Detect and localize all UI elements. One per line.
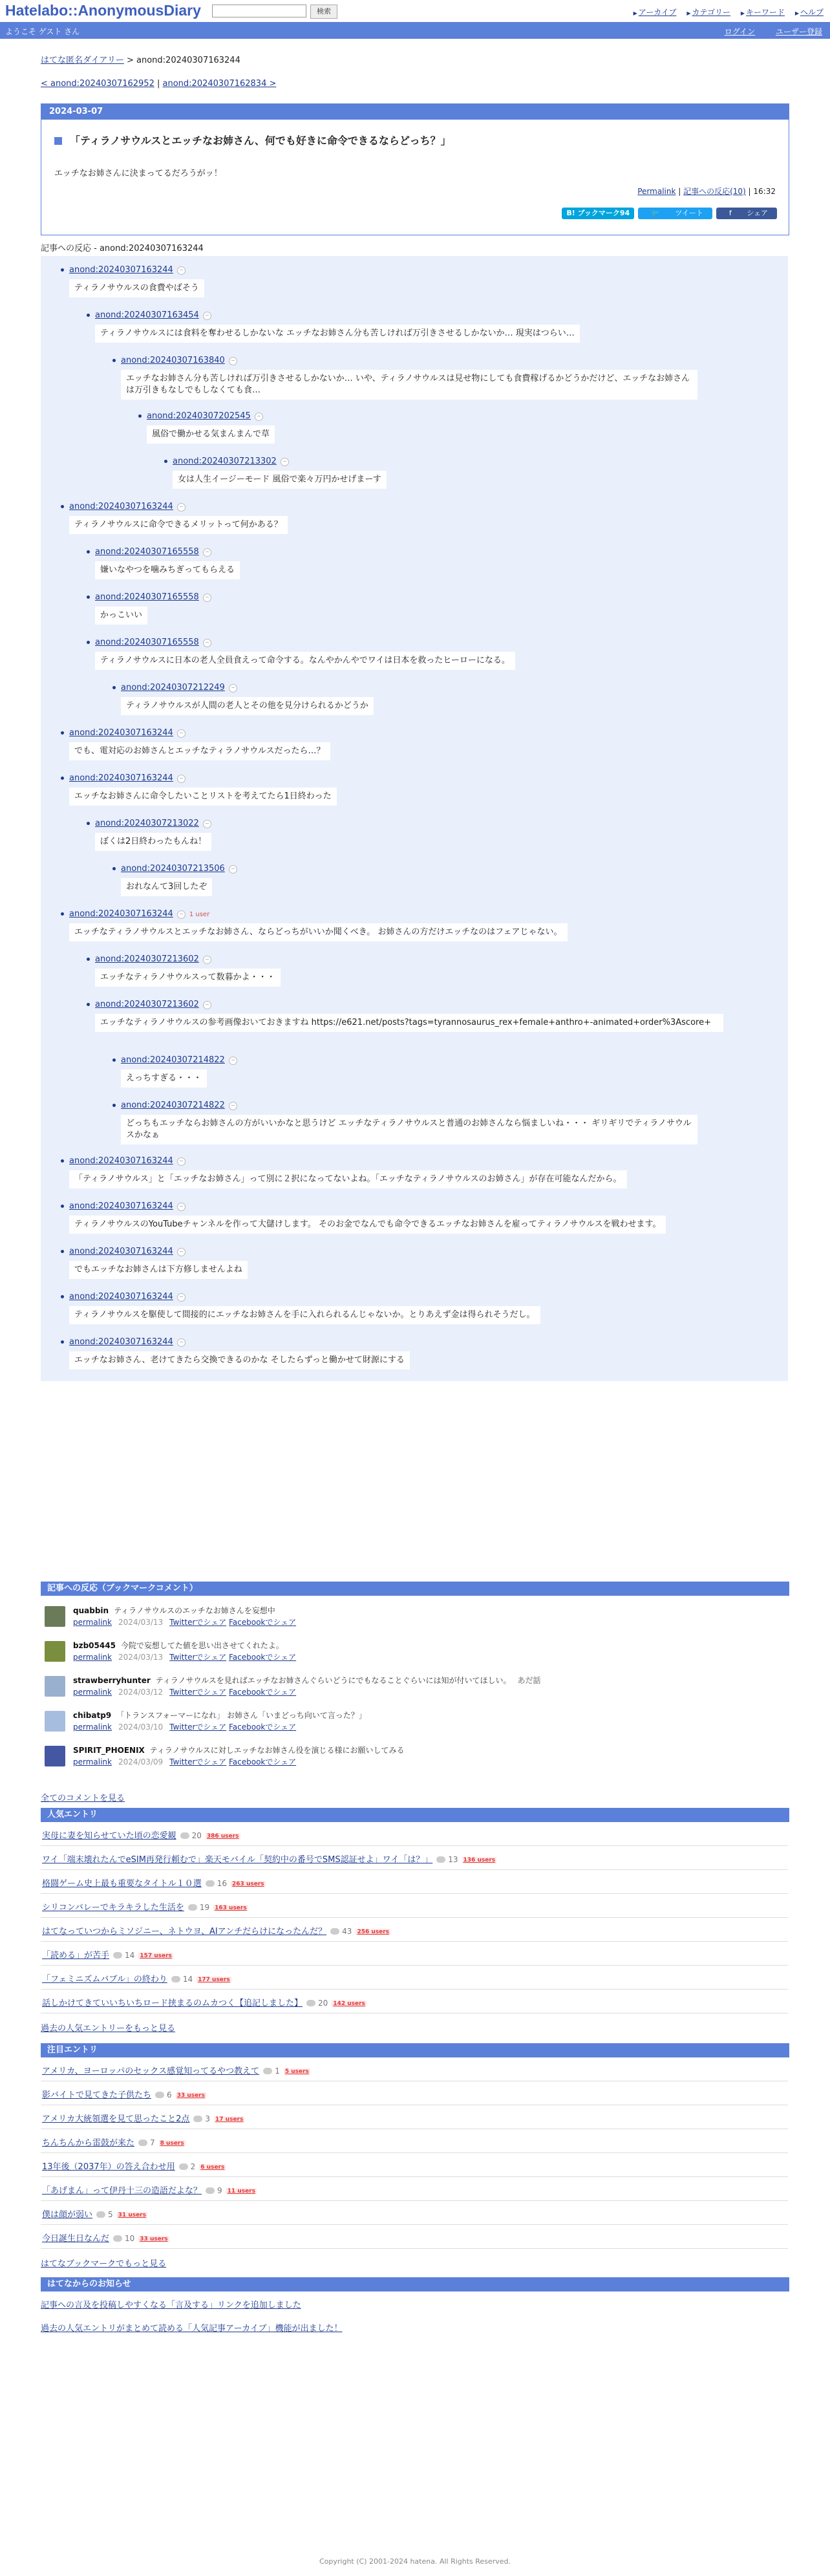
- comment-count: 3: [193, 2114, 210, 2123]
- bookmark-date: 2024/03/13: [118, 1653, 164, 1662]
- comment-count: 6: [155, 2090, 172, 2099]
- bookmark-users-badge[interactable]: 256 users: [357, 1929, 390, 1935]
- twitter-bird-icon: 🐦: [651, 209, 660, 217]
- thread-item-link[interactable]: anond:20240307163244: [69, 1247, 173, 1256]
- bookmark-users-badge[interactable]: 157 users: [140, 1953, 172, 1959]
- bullet-icon: [164, 460, 167, 463]
- bullet-icon: [112, 359, 116, 362]
- thread-item: [69, 502, 282, 530]
- entry-list-title[interactable]: ちんちんから雷鼓が来た: [42, 2138, 135, 2148]
- comment-count: 5: [96, 2210, 113, 2219]
- welcome-text: ようこそ ゲスト さん: [5, 27, 80, 36]
- reaction-thread: [41, 256, 788, 1381]
- thread-item: [95, 638, 510, 665]
- thread-item-text: 風俗で働かせる気まんまんで草: [147, 425, 275, 444]
- bullet-icon: [87, 641, 90, 644]
- thread-item-link[interactable]: anond:20240307212249: [121, 683, 225, 692]
- thread-item-text: かっこいい: [95, 606, 147, 625]
- thread-item: [147, 411, 270, 439]
- entry-list-title[interactable]: はてなっていつからミソジニー、ネトウヨ、AIアンチだらけになったんだ？: [42, 1927, 327, 1937]
- bookmark-comment-text: ティラノサウルスに対しエッチなお姉さん役を演じる様にお願いしてみる: [149, 1746, 405, 1755]
- bookmark-users-badge[interactable]: 263 users: [232, 1881, 264, 1887]
- collapse-toggle-icon[interactable]: −: [229, 1057, 237, 1065]
- bookmark-comment: [41, 1707, 788, 1739]
- collapse-toggle-icon[interactable]: −: [177, 503, 186, 511]
- bookmark-comments-title: 記事への反応（ブックマークコメント）: [41, 1582, 789, 1596]
- entry-list-title[interactable]: 13年後（2037年）の答え合わせ用: [42, 2162, 175, 2172]
- reactions-link[interactable]: 記事への反応(10): [683, 187, 746, 196]
- bookmark-users-badge[interactable]: 142 users: [333, 2001, 365, 2007]
- thread-item-text: えっちすぎる・・・: [121, 1069, 207, 1088]
- bullet-icon: [112, 686, 116, 689]
- collapse-toggle-icon[interactable]: −: [177, 1293, 186, 1302]
- thread-item-link[interactable]: anond:20240307163244: [69, 265, 173, 275]
- collapse-toggle-icon[interactable]: −: [203, 639, 211, 647]
- nav-keyword-link[interactable]: ▶ キーワード: [741, 8, 785, 17]
- entry-list-item: [41, 2177, 788, 2201]
- entry-footer: Permalink | 記事への反応(10) | 16:32: [637, 187, 776, 196]
- prev-next-separator: |: [154, 79, 163, 89]
- entry-list-item: [41, 1966, 788, 1990]
- bullet-icon: [61, 1159, 64, 1163]
- avatar[interactable]: [45, 1676, 65, 1697]
- comment-count: 19: [188, 1903, 209, 1912]
- comment-count: 7: [138, 2138, 155, 2147]
- thread-item-text: 「ティラノサウルス」と「エッチなお姉さん」って別に２択になってないよね。「エッチなティラノサウルスのお姉さん」が存在可能なんだから。: [69, 1170, 627, 1188]
- bookmark-permalink[interactable]: permalink: [73, 1618, 112, 1627]
- bookmark-users-badge[interactable]: 17 users: [215, 2116, 244, 2123]
- thread-item-link[interactable]: anond:20240307163244: [69, 1201, 173, 1211]
- thread-item-text: でも、電対応のお姉さんとエッチなティラノサウルスだったら…？: [69, 742, 330, 760]
- entry-list-item: [41, 2225, 788, 2249]
- collapse-toggle-icon[interactable]: −: [203, 594, 211, 602]
- twitter-share-link[interactable]: Twitterでシェア: [169, 1653, 227, 1662]
- entry-list-item: [41, 2057, 788, 2081]
- entry-date: 2024-03-07: [41, 104, 789, 120]
- thread-item: [121, 1100, 692, 1140]
- thread-item-link[interactable]: anond:20240307213602: [95, 954, 199, 964]
- comment-count: 2: [179, 2162, 196, 2171]
- bookmark-date: 2024/03/09: [118, 1757, 164, 1766]
- breadcrumb: [41, 53, 240, 65]
- bookmark-comment: [41, 1602, 788, 1635]
- thread-item: [95, 819, 211, 846]
- notice-item[interactable]: 記事への言及を投稿しやすくなる「言及する」リンクを追加しました: [41, 2301, 301, 2310]
- tweet-label: ツイート: [675, 209, 703, 217]
- avatar[interactable]: [45, 1606, 65, 1627]
- entry-list-title[interactable]: 今日誕生日なんだ: [42, 2234, 110, 2244]
- thread-item-text: ティラノサウルスに日本の老人全員食えって命令する。なんやかんやでワイは日本を救ったヒーローになる。: [95, 652, 515, 670]
- collapse-toggle-icon[interactable]: −: [177, 1338, 186, 1347]
- bullet-icon: [61, 912, 64, 916]
- bullet-icon: [61, 1295, 64, 1298]
- facebook-f-icon: f: [729, 209, 732, 217]
- entry-list-item: [41, 2153, 788, 2177]
- bookmark-user[interactable]: SPIRIT_PHOENIX: [73, 1746, 145, 1755]
- entry-list-title[interactable]: 「フェミニズムバブル」の終わり: [42, 1975, 167, 1984]
- thread-item: [95, 954, 275, 982]
- bookmark-date: 2024/03/13: [118, 1618, 164, 1627]
- thread-item: [69, 1292, 535, 1320]
- bookmark-user[interactable]: quabbin: [73, 1606, 109, 1615]
- bullet-icon: [61, 1205, 64, 1208]
- thread-item-text: エッチなお姉さん分も苦しければ万引きさせるしかないか… いや、ティラノサウルスは見せ物にしても食費稼げるかどうかだけど、エッチなお姉さんは万引きもなしでもしなくても食…: [121, 370, 697, 400]
- thread-item-text: エッチなお姉さん、老けてきたら交換できるのかな そしたらずっと働かせて財源にする: [69, 1351, 410, 1369]
- entry-list-title[interactable]: アメリカ大統領選を見て思ったこと2点: [42, 2114, 190, 2124]
- bookmark-users-badge[interactable]: 5 users: [284, 2068, 309, 2075]
- bookmark-comment: [41, 1637, 788, 1669]
- login-link[interactable]: ログイン: [724, 27, 756, 36]
- thread-item-link[interactable]: anond:20240307165558: [95, 592, 199, 602]
- bullet-icon: [87, 958, 90, 961]
- entry-list-title[interactable]: 影バイトで見てきた子供たち: [42, 2090, 152, 2100]
- thread-item: [69, 1156, 622, 1184]
- bullet-icon: [61, 777, 64, 780]
- facebook-share-link[interactable]: Facebookでシェア: [228, 1618, 297, 1627]
- bookmark-user[interactable]: chibatp9: [73, 1711, 112, 1720]
- thread-item: [69, 1201, 661, 1229]
- search-input[interactable]: [212, 5, 306, 17]
- thread-item-link[interactable]: anond:20240307165558: [95, 547, 199, 557]
- top-nav: [626, 6, 824, 17]
- avatar[interactable]: [45, 1641, 65, 1662]
- thread-item-link[interactable]: anond:20240307163244: [69, 1337, 173, 1347]
- bookmark-date: 2024/03/10: [118, 1723, 164, 1732]
- comment-count: 13: [436, 1855, 458, 1864]
- bookmark-comment-text: ティラノサウルスを見ればエッチなお姉さんぐらいどうにでもなることぐらいには知が付いてほしい。: [155, 1676, 511, 1685]
- popular-entries-title: 人気エントリ: [41, 1808, 789, 1822]
- bookmark-comment: [41, 1672, 788, 1704]
- comment-count: 43: [330, 1927, 352, 1936]
- comment-count: 20: [180, 1831, 202, 1840]
- notice-item[interactable]: 過去の人気エントリがまとめて読める「人気記事アーカイブ」機能が出ました！: [41, 2324, 343, 2334]
- thread-item-link[interactable]: anond:20240307165558: [95, 638, 199, 647]
- comment-count: 14: [113, 1951, 134, 1960]
- entry-list-item: [41, 2105, 788, 2129]
- thread-item-link[interactable]: anond:20240307163244: [69, 909, 173, 919]
- entry-list-title[interactable]: 「読める」が苦手: [42, 1951, 110, 1960]
- collapse-toggle-icon[interactable]: −: [229, 684, 237, 692]
- thread-item-text: エッチなティラノサウルスの参考画像おいておきますね https://e621.net/posts?tags=tyrannosaurus_rex+female+anthro+-animated+order%3Ascore+: [95, 1014, 723, 1032]
- entry-list-title[interactable]: 格闘ゲーム史上最も重要なタイトル１０選: [42, 1879, 202, 1889]
- entry-list-item: [41, 1870, 788, 1894]
- thread-item: [95, 547, 235, 575]
- collapse-toggle-icon[interactable]: −: [203, 956, 211, 964]
- entry-list-item: [41, 1918, 788, 1942]
- thread-item: [69, 909, 562, 937]
- facebook-share-link[interactable]: Facebookでシェア: [228, 1757, 297, 1766]
- bookmark-users-badge[interactable]: 8 users: [160, 2140, 184, 2147]
- bookmark-users-badge[interactable]: 33 users: [176, 2092, 205, 2099]
- collapse-toggle-icon[interactable]: −: [203, 312, 211, 320]
- facebook-share-link[interactable]: Facebookでシェア: [228, 1723, 297, 1732]
- comment-count: 9: [206, 2186, 222, 2195]
- register-link[interactable]: ユーザー登録: [775, 27, 822, 36]
- bookmark-permalink[interactable]: permalink: [73, 1653, 112, 1662]
- collapse-toggle-icon[interactable]: −: [229, 357, 237, 365]
- bookmark-users-badge[interactable]: 177 users: [198, 1977, 230, 1983]
- bullet-icon: [87, 550, 90, 553]
- entry-title-text[interactable]: 「ティラノサウルスとエッチなお姉さん、何でも好きに命令できるならどっち？」: [70, 134, 451, 147]
- entry-list-item: [41, 1822, 788, 1846]
- thread-item: [69, 1337, 405, 1365]
- bookmark-comment-text: 「トランスフォーマーになれ」 お姉さん「いまどっち向いて言った？」: [116, 1711, 367, 1720]
- thread-item: [69, 1247, 242, 1274]
- collapse-toggle-icon[interactable]: −: [177, 1248, 186, 1256]
- thread-item-link[interactable]: anond:20240307202545: [147, 411, 251, 421]
- thread-item-text: ティラノサウルスには食料を奪わせるしかないな エッチなお姉さん分も苦しければ万引きさせるしかないか… 現実はつらい…: [95, 325, 580, 343]
- comment-count: 16: [206, 1879, 227, 1888]
- next-entry-link[interactable]: anond:20240307162834 >: [162, 79, 277, 89]
- top-header: [0, 0, 830, 22]
- thread-item-text: ティラノサウルスを駆使して間接的にエッチなお姉さんを手に入れられるんじゃないか。とりあえず金は得られそうだし。: [69, 1306, 540, 1324]
- bullet-icon: [112, 867, 116, 870]
- thread-item-text: ティラノサウルスに命令できるメリットって何かある？: [69, 516, 288, 534]
- comment-count: 1: [263, 2066, 280, 2076]
- bullet-icon: [112, 1058, 116, 1062]
- entry-list-title[interactable]: アメリカ、ヨーロッパのセックス感覚知ってるやつ教えて: [42, 2066, 260, 2076]
- bookmark-users-badge[interactable]: 163 users: [215, 1905, 247, 1911]
- thread-item: [173, 456, 381, 484]
- thread-item: [69, 265, 199, 293]
- thread-item-link[interactable]: anond:20240307213302: [173, 456, 277, 466]
- thread-item-link[interactable]: anond:20240307163244: [69, 1156, 173, 1166]
- user-bar: [0, 22, 830, 39]
- hatena-notice-title: はてなからのお知らせ: [41, 2277, 789, 2292]
- bookmark-users-badge[interactable]: 136 users: [463, 1857, 496, 1863]
- collapse-toggle-icon[interactable]: −: [177, 729, 186, 738]
- thread-item-text: ティラノサウルスのYouTubeチャンネルを作って大儲けします。 そのお金でなんでも命令できるエッチなお姉さんを雇ってティラノサウルスを戦わせます。: [69, 1216, 666, 1234]
- entry-list-item: [41, 2129, 788, 2153]
- permalink-link[interactable]: Permalink: [637, 187, 676, 196]
- thread-item: [121, 1055, 237, 1083]
- bullet-icon: [87, 822, 90, 825]
- bookmark-date: 2024/03/12: [118, 1688, 164, 1697]
- bullet-icon: [61, 268, 64, 272]
- collapse-toggle-icon[interactable]: −: [177, 775, 186, 783]
- entry-list-title[interactable]: ワイ「端末壊れたんでeSIM再発行頼むで」楽天モバイル「契約中の番号でSMS認証せよ」ワイ「は？」: [42, 1855, 433, 1865]
- thread-item-link[interactable]: anond:20240307163840: [121, 356, 225, 365]
- thread-item-link[interactable]: anond:20240307163244: [69, 728, 173, 738]
- facebook-share-label: シェア: [747, 209, 768, 217]
- thread-item-text: ティラノサウルスが人間の老人とその他を見分けられるかどうか: [121, 697, 374, 715]
- thread-item-text: 女は人生イージーモード 風俗で楽々万円かせげまーす: [173, 471, 387, 489]
- breadcrumb-current: anond:20240307163244: [136, 56, 240, 65]
- thread-item: [121, 864, 237, 892]
- entry-time: 16:32: [753, 187, 776, 196]
- entry-list-item: [41, 2081, 788, 2105]
- bullet-icon: [61, 505, 64, 508]
- thread-item-text: ティラノサウルスの食費やばそう: [69, 279, 204, 297]
- twitter-share-link[interactable]: Twitterでシェア: [169, 1618, 227, 1627]
- thread-item-text: ぼくは2日終わったもんね！: [95, 833, 211, 851]
- bullet-icon: [61, 1250, 64, 1253]
- comment-count: 20: [306, 1999, 328, 2008]
- thread-item: [121, 356, 690, 395]
- bookmark-comment-text: 今院で妄想してた値を思い出させてくれたよ。: [120, 1641, 284, 1650]
- bookmark-user[interactable]: bzb05445: [73, 1641, 116, 1650]
- thread-item-link[interactable]: anond:20240307163244: [69, 502, 173, 511]
- thread-item-link[interactable]: anond:20240307163454: [95, 310, 199, 320]
- collapse-toggle-icon[interactable]: −: [281, 458, 289, 466]
- copyright: Copyright (C) 2001-2024 hatena. All Rights Reserved.: [319, 2557, 511, 2566]
- nav-category-link[interactable]: ▶ カテゴリー: [686, 8, 730, 17]
- entry-list-title[interactable]: 僕は顔が弱い: [42, 2210, 93, 2220]
- collapse-toggle-icon[interactable]: −: [177, 910, 186, 919]
- entry-title[interactable]: [54, 133, 451, 147]
- entry-list-title[interactable]: 「あげまん」って伊丹十三の造語だよな？: [42, 2186, 202, 2196]
- user-count[interactable]: 1 user: [189, 911, 210, 918]
- facebook-share-link[interactable]: Facebookでシェア: [228, 1653, 297, 1662]
- entry-list-title[interactable]: シリコンバレーでキラキラした生活を: [42, 1903, 184, 1913]
- popular-more-link[interactable]: 過去の人気エントリーをもっと見る: [41, 2024, 176, 2034]
- prev-entry-link[interactable]: < anond:20240307162952: [41, 79, 154, 89]
- collapse-toggle-icon[interactable]: −: [177, 1203, 186, 1211]
- avatar[interactable]: [45, 1746, 65, 1766]
- thread-item-text: でもエッチなお姉さんは下方修しませんよね: [69, 1261, 248, 1279]
- entry-list-item: [41, 1942, 788, 1966]
- nav-archive-link[interactable]: ▶ アーカイブ: [633, 8, 677, 17]
- twitter-share-link[interactable]: Twitterでシェア: [169, 1723, 227, 1732]
- thread-item: [95, 1000, 711, 1027]
- bookmark-permalink[interactable]: permalink: [73, 1757, 112, 1766]
- notable-more-link[interactable]: はてなブックマークでもっと見る: [41, 2259, 167, 2269]
- bullet-icon: [87, 314, 90, 317]
- collapse-toggle-icon[interactable]: −: [203, 820, 211, 828]
- thread-item-text: どっちもエッチならお姉さんの方がいいかなと思うけど エッチなティラノサウルスと普通のお姉さんなら悩ましいね・・・ ギリギリでティラノサウルスかなぁ: [121, 1115, 697, 1144]
- bullet-icon: [87, 596, 90, 599]
- site-logo[interactable]: Hatelabo::AnonymousDiary: [5, 2, 201, 19]
- thread-item-link[interactable]: anond:20240307163244: [69, 773, 173, 783]
- bookmark-user[interactable]: strawberryhunter: [73, 1676, 151, 1685]
- entry-section: [41, 103, 789, 235]
- bookmark-users-badge[interactable]: 386 users: [206, 1833, 239, 1840]
- bullet-icon: [61, 1340, 64, 1344]
- entry-list-item: [41, 1990, 788, 2013]
- thread-item-text: エッチなティラノサウルスとエッチなお姉さん、ならどっちがいいか聞くべき。 お姉さんの方だけエッチなのはフェアじゃない。: [69, 923, 568, 941]
- title-square-icon: [54, 137, 62, 145]
- prev-next-nav: [41, 79, 276, 89]
- thread-item: [95, 592, 211, 620]
- thread-item-link[interactable]: anond:20240307163244: [69, 1292, 173, 1302]
- thread-item-link[interactable]: anond:20240307213506: [121, 864, 225, 874]
- bookmark-users-badge[interactable]: 31 users: [118, 2212, 146, 2218]
- collapse-toggle-icon[interactable]: −: [177, 266, 186, 275]
- share-buttons: [558, 208, 777, 219]
- bullet-icon: [138, 414, 142, 418]
- bullet-icon: [112, 1104, 116, 1107]
- collapse-toggle-icon[interactable]: −: [229, 1102, 237, 1110]
- bookmark-users-badge[interactable]: 33 users: [140, 2236, 168, 2242]
- search-button[interactable]: 検索: [310, 5, 337, 19]
- bullet-icon: [87, 1003, 90, 1006]
- hatena-bookmark-button[interactable]: B! ブックマーク94: [562, 208, 634, 219]
- bookmark-tag[interactable]: あだ話: [517, 1676, 541, 1685]
- facebook-share-button[interactable]: [716, 208, 777, 219]
- thread-item: [69, 773, 332, 801]
- collapse-toggle-icon[interactable]: −: [229, 865, 237, 874]
- thread-item-link[interactable]: anond:20240307213022: [95, 819, 199, 828]
- collapse-toggle-icon[interactable]: −: [203, 548, 211, 557]
- entry-list-item: [41, 2201, 788, 2225]
- breadcrumb-separator: >: [123, 56, 137, 65]
- thread-item: [121, 683, 368, 711]
- bookmark-comment: [41, 1742, 788, 1774]
- thread-item-link[interactable]: anond:20240307213602: [95, 1000, 199, 1009]
- bookmark-permalink[interactable]: permalink: [73, 1723, 112, 1732]
- collapse-toggle-icon[interactable]: −: [203, 1001, 211, 1009]
- collapse-toggle-icon[interactable]: −: [255, 413, 263, 421]
- collapse-toggle-icon[interactable]: −: [177, 1157, 186, 1166]
- nav-help-link[interactable]: ▶ ヘルプ: [795, 8, 824, 17]
- thread-item-link[interactable]: anond:20240307214822: [121, 1055, 225, 1065]
- thread-heading: 記事への反応 - anond:20240307163244: [41, 244, 204, 253]
- entry-body: エッチなお姉さんに決まってるだろうがッ！: [54, 169, 222, 178]
- twitter-share-link[interactable]: Twitterでシェア: [169, 1757, 227, 1766]
- tweet-button[interactable]: [638, 208, 712, 219]
- thread-item-text: エッチなティラノサウルスって数暮かよ・・・: [95, 969, 281, 987]
- twitter-share-link[interactable]: Twitterでシェア: [169, 1688, 227, 1697]
- avatar[interactable]: [45, 1711, 65, 1732]
- thread-item: [69, 728, 325, 756]
- all-comments-link[interactable]: 全てのコメントを見る: [41, 1794, 125, 1803]
- bookmark-permalink[interactable]: permalink: [73, 1688, 112, 1697]
- thread-item-text: おれなんて3回したぞ: [121, 878, 212, 896]
- notable-entries-title: 注目エントリ: [41, 2043, 789, 2057]
- bookmark-comment-text: ティラノサウルスのエッチなお姉さんを妄想中: [114, 1606, 275, 1615]
- thread-item-text: エッチなお姉さんに命令したいことリストを考えてたら1日終わった: [69, 788, 337, 806]
- bookmark-users-badge[interactable]: 6 users: [200, 2164, 225, 2171]
- entry-list-item: [41, 1846, 788, 1870]
- thread-item-text: 嫌いなやつを噛みちぎってもらえる: [95, 561, 240, 579]
- comment-count: 14: [171, 1975, 193, 1984]
- bullet-icon: [61, 731, 64, 735]
- entry-list-item: [41, 1894, 788, 1918]
- thread-item-link[interactable]: anond:20240307214822: [121, 1100, 225, 1110]
- entry-list-title[interactable]: 実母に妻を知らせていた頃の恋愛観: [42, 1831, 176, 1841]
- comment-count: 10: [113, 2234, 134, 2243]
- entry-list-title[interactable]: 話しかけてきていいちいちロード挟まるのムカつく【追記しました】: [42, 1999, 303, 2008]
- bookmark-users-badge[interactable]: 11 users: [227, 2188, 255, 2195]
- facebook-share-link[interactable]: Facebookでシェア: [228, 1688, 297, 1697]
- thread-item: [95, 310, 575, 338]
- breadcrumb-home-link[interactable]: はてな匿名ダイアリー: [41, 56, 124, 65]
